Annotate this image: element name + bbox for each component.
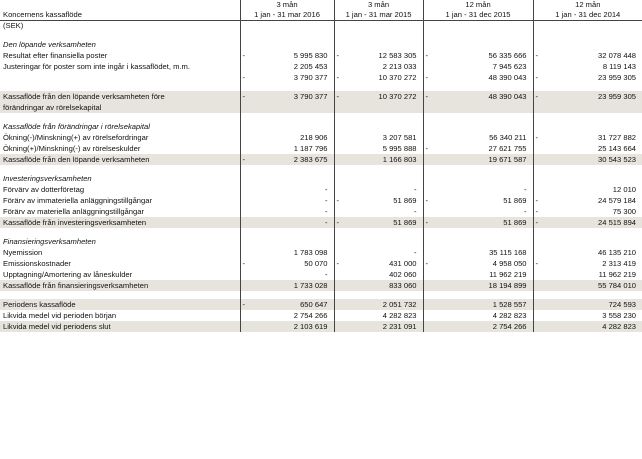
row-label: Emissionskostnader bbox=[3, 259, 71, 268]
subtotal-row bbox=[0, 217, 642, 228]
row-label bbox=[0, 72, 240, 83]
sign-cell bbox=[240, 217, 248, 228]
value-cell: 30 543 523 bbox=[541, 154, 642, 165]
sign-cell bbox=[334, 206, 342, 217]
subtotal-row bbox=[0, 321, 642, 332]
row-label: Förvärv av dotterföretag bbox=[3, 185, 85, 194]
value-cell: 27 621 755 bbox=[488, 144, 527, 153]
value-cell bbox=[541, 102, 642, 113]
sign-cell bbox=[533, 269, 541, 280]
table-row bbox=[0, 195, 642, 206]
sign-cell bbox=[240, 195, 248, 206]
value-cell: 48 390 043 bbox=[488, 73, 527, 82]
value-cell: 1 733 028 bbox=[248, 280, 334, 291]
value-cell: 2 313 419 bbox=[602, 259, 637, 268]
sign-cell bbox=[423, 154, 431, 165]
sign-cell bbox=[334, 280, 342, 291]
header-row-range bbox=[0, 10, 642, 21]
sign-cell bbox=[423, 206, 431, 217]
table-row bbox=[0, 132, 642, 143]
spacer-row bbox=[0, 228, 642, 236]
sign-cell: - bbox=[423, 143, 431, 154]
row-label: Förärv av materiella anläggningstillgångar bbox=[3, 207, 144, 216]
spacer-row bbox=[0, 83, 642, 91]
value-cell: 31 727 882 bbox=[598, 133, 637, 142]
col-4-range: 1 jan - 31 dec 2014 bbox=[533, 10, 642, 21]
value-cell: - bbox=[324, 270, 328, 279]
sign-cell bbox=[533, 143, 541, 154]
sign-cell bbox=[240, 61, 248, 72]
section-heading-row bbox=[0, 121, 642, 132]
section-heading-row bbox=[0, 173, 642, 184]
col-2-period: 3 mån bbox=[334, 0, 423, 10]
value-cell: 2 383 675 bbox=[248, 154, 334, 165]
sign-cell: - bbox=[334, 195, 342, 206]
value-cell: - bbox=[524, 207, 527, 216]
subtotal-row bbox=[0, 91, 642, 102]
table-row bbox=[0, 206, 642, 217]
sign-cell: - bbox=[423, 258, 431, 269]
value-cell: 51 869 bbox=[431, 217, 533, 228]
subtotal-row bbox=[0, 154, 642, 165]
sign-cell bbox=[334, 269, 342, 280]
sign-cell bbox=[334, 102, 342, 113]
sign-cell: - bbox=[533, 91, 541, 102]
page-title: Koncernens kassaflöde bbox=[0, 10, 240, 21]
col-3-range: 1 jan - 31 dec 2015 bbox=[423, 10, 533, 21]
sign-cell bbox=[334, 61, 342, 72]
sign-cell bbox=[533, 321, 541, 332]
sign-cell bbox=[240, 143, 248, 154]
row-label: Kassaflöde från den löpande verksamheten bbox=[0, 154, 240, 165]
value-cell: 218 906 bbox=[300, 133, 328, 142]
sign-cell: - bbox=[334, 50, 342, 61]
value-cell: - bbox=[524, 185, 527, 194]
sign-cell: - bbox=[334, 258, 342, 269]
sign-cell: - bbox=[334, 91, 342, 102]
header-row-period bbox=[0, 0, 642, 10]
value-cell: 24 579 184 bbox=[598, 196, 637, 205]
sign-cell bbox=[240, 310, 248, 321]
sign-cell: - bbox=[334, 72, 342, 83]
row-label: Resultat efter finansiella poster bbox=[3, 51, 108, 60]
table-row bbox=[0, 184, 642, 195]
row-label: Förärv av immateriella anläggningstillgångar bbox=[3, 196, 152, 205]
table-row bbox=[0, 143, 642, 154]
value-cell: 3 558 230 bbox=[602, 311, 637, 320]
table-row bbox=[0, 247, 642, 258]
table-row bbox=[0, 258, 642, 269]
section-heading-row bbox=[0, 39, 642, 50]
value-cell: 56 340 211 bbox=[489, 133, 527, 142]
row-label: Kassaflöde från finansieringsverksamheten bbox=[0, 280, 240, 291]
sign-cell bbox=[533, 310, 541, 321]
sign-cell bbox=[533, 184, 541, 195]
sign-cell bbox=[423, 310, 431, 321]
section-heading: Finansieringsverksamheten bbox=[3, 237, 96, 246]
value-cell: 10 370 272 bbox=[342, 91, 423, 102]
sign-cell: - bbox=[533, 132, 541, 143]
sign-cell: - bbox=[533, 72, 541, 83]
sign-cell bbox=[240, 206, 248, 217]
sign-cell: - bbox=[334, 217, 342, 228]
row-label: Kassaflöde från den löpande verksamheten före bbox=[0, 91, 240, 102]
sign-cell bbox=[423, 102, 431, 113]
value-cell: 2 051 732 bbox=[342, 299, 423, 310]
sign-cell bbox=[334, 247, 342, 258]
value-cell: 55 784 010 bbox=[541, 280, 642, 291]
sign-cell: - bbox=[423, 217, 431, 228]
sign-cell bbox=[334, 299, 342, 310]
value-cell: - bbox=[414, 185, 417, 194]
value-cell: 10 370 272 bbox=[378, 73, 417, 82]
value-cell: 724 593 bbox=[541, 299, 642, 310]
subtotal-row bbox=[0, 299, 642, 310]
table-row bbox=[0, 310, 642, 321]
sign-cell bbox=[334, 132, 342, 143]
spacer-row bbox=[0, 113, 642, 121]
sign-cell bbox=[423, 280, 431, 291]
subtotal-row bbox=[0, 102, 642, 113]
row-label: Likvida medel vid perioden början bbox=[3, 311, 117, 320]
unit-row bbox=[0, 21, 642, 32]
sign-cell bbox=[533, 154, 541, 165]
sign-cell bbox=[334, 143, 342, 154]
value-cell: 11 962 219 bbox=[598, 270, 637, 279]
value-cell: 402 060 bbox=[389, 270, 417, 279]
section-heading-row bbox=[0, 236, 642, 247]
sign-cell: - bbox=[533, 50, 541, 61]
value-cell: 3 207 581 bbox=[382, 133, 417, 142]
row-label: Ökning(+)/Minskning(-) av rörelseskulder bbox=[3, 144, 141, 153]
section-heading: Kassaflöde från förändringar i rörelsekapital bbox=[3, 122, 150, 131]
sign-cell bbox=[334, 154, 342, 165]
sign-cell: - bbox=[423, 91, 431, 102]
value-cell: - bbox=[414, 207, 417, 216]
value-cell: 2 754 266 bbox=[293, 311, 328, 320]
sign-cell: - bbox=[423, 195, 431, 206]
sign-cell bbox=[533, 247, 541, 258]
value-cell: 2 231 091 bbox=[342, 321, 423, 332]
sign-cell: - bbox=[240, 299, 248, 310]
value-cell: 51 869 bbox=[503, 196, 527, 205]
sign-cell bbox=[423, 269, 431, 280]
value-cell: 4 282 823 bbox=[382, 311, 417, 320]
value-cell: 8 119 143 bbox=[602, 62, 637, 71]
value-cell: 3 790 377 bbox=[248, 91, 334, 102]
sign-cell bbox=[423, 61, 431, 72]
value-cell: 19 671 587 bbox=[431, 154, 533, 165]
sign-cell bbox=[423, 247, 431, 258]
sign-cell: - bbox=[240, 91, 248, 102]
value-cell: 56 335 666 bbox=[488, 51, 527, 60]
spacer-row bbox=[0, 291, 642, 299]
sign-cell bbox=[423, 299, 431, 310]
value-cell: - bbox=[324, 196, 328, 205]
col-1-range: 1 jan - 31 mar 2016 bbox=[240, 10, 334, 21]
sign-cell bbox=[533, 280, 541, 291]
row-label: Ökning(-)/Minskning(+) av rörelsefordringar bbox=[3, 133, 149, 142]
value-cell: 1 187 796 bbox=[293, 144, 328, 153]
section-heading: Investeringsverksamheten bbox=[3, 174, 92, 183]
sign-cell bbox=[240, 247, 248, 258]
value-cell: 1 528 557 bbox=[431, 299, 533, 310]
subtotal-row bbox=[0, 280, 642, 291]
row-label: Likvida medel vid periodens slut bbox=[0, 321, 240, 332]
sign-cell: - bbox=[533, 195, 541, 206]
value-cell: 51 869 bbox=[393, 196, 417, 205]
table-row bbox=[0, 61, 642, 72]
value-cell: - bbox=[324, 207, 328, 216]
value-cell: - bbox=[324, 185, 328, 194]
sign-cell: - bbox=[240, 72, 248, 83]
sign-cell bbox=[423, 132, 431, 143]
value-cell: 23 959 305 bbox=[541, 91, 642, 102]
value-cell: 3 790 377 bbox=[293, 73, 328, 82]
table-row bbox=[0, 72, 642, 83]
sign-cell bbox=[533, 299, 541, 310]
col-2-range: 1 jan - 31 mar 2015 bbox=[334, 10, 423, 21]
value-cell: 5 995 888 bbox=[382, 144, 417, 153]
value-cell: 12 010 bbox=[612, 185, 637, 194]
sign-cell bbox=[533, 61, 541, 72]
row-label: Nyemission bbox=[3, 248, 43, 257]
sign-cell: - bbox=[423, 50, 431, 61]
value-cell: 11 962 219 bbox=[489, 270, 527, 279]
value-cell: 2 205 453 bbox=[293, 62, 328, 71]
value-cell: 35 115 168 bbox=[489, 248, 527, 257]
unit-label: (SEK) bbox=[3, 21, 24, 30]
sign-cell: - bbox=[423, 72, 431, 83]
value-cell bbox=[431, 102, 533, 113]
value-cell: 23 959 305 bbox=[598, 73, 637, 82]
value-cell: 75 300 bbox=[612, 207, 637, 216]
sign-cell bbox=[334, 184, 342, 195]
sign-cell bbox=[240, 132, 248, 143]
sign-cell bbox=[334, 321, 342, 332]
sign-cell: - bbox=[533, 258, 541, 269]
sign-cell bbox=[334, 310, 342, 321]
value-cell: 4 282 823 bbox=[541, 321, 642, 332]
value-cell: 1 783 098 bbox=[293, 248, 328, 257]
value-cell bbox=[248, 102, 334, 113]
row-label: förändringar av rörelsekapital bbox=[0, 102, 240, 113]
row-label: Upptagning/Amortering av låneskulder bbox=[3, 270, 133, 279]
sign-cell: - bbox=[533, 206, 541, 217]
sign-cell: - bbox=[240, 154, 248, 165]
value-cell: 4 282 823 bbox=[492, 311, 527, 320]
value-cell bbox=[342, 102, 423, 113]
spacer-row bbox=[0, 165, 642, 173]
value-cell: - bbox=[414, 248, 417, 257]
table-row bbox=[0, 50, 642, 61]
sign-cell bbox=[240, 102, 248, 113]
sign-cell: - bbox=[533, 217, 541, 228]
value-cell: 833 060 bbox=[342, 280, 423, 291]
value-cell: 12 583 305 bbox=[378, 51, 417, 60]
sign-cell: - bbox=[240, 50, 248, 61]
value-cell: 5 995 830 bbox=[293, 51, 328, 60]
value-cell: - bbox=[248, 217, 334, 228]
row-label: Kassaflöde från investeringsverksamheten bbox=[0, 217, 240, 228]
sign-cell bbox=[240, 321, 248, 332]
value-cell: 48 390 043 bbox=[431, 91, 533, 102]
value-cell: 24 515 894 bbox=[541, 217, 642, 228]
value-cell: 51 869 bbox=[342, 217, 423, 228]
value-cell: 2 213 033 bbox=[382, 62, 417, 71]
row-label: Periodens kassaflöde bbox=[0, 299, 240, 310]
spacer-row bbox=[0, 31, 642, 39]
value-cell: 2 103 619 bbox=[248, 321, 334, 332]
value-cell: 431 000 bbox=[389, 259, 417, 268]
sign-cell: - bbox=[240, 258, 248, 269]
col-4-period: 12 mån bbox=[533, 0, 642, 10]
col-1-period: 3 mån bbox=[240, 0, 334, 10]
value-cell: 32 078 448 bbox=[598, 51, 637, 60]
sign-cell bbox=[423, 184, 431, 195]
value-cell: 7 945 623 bbox=[492, 62, 527, 71]
row-label: Justeringar för poster som inte ingår i kassaflödet, m.m. bbox=[3, 62, 190, 71]
sign-cell bbox=[240, 280, 248, 291]
col-3-period: 12 mån bbox=[423, 0, 533, 10]
sign-cell bbox=[240, 269, 248, 280]
value-cell: 46 135 210 bbox=[598, 248, 637, 257]
sign-cell bbox=[423, 321, 431, 332]
table-row bbox=[0, 269, 642, 280]
sign-cell bbox=[240, 184, 248, 195]
value-cell: 4 958 050 bbox=[492, 259, 527, 268]
value-cell: 650 647 bbox=[248, 299, 334, 310]
value-cell: 18 194 899 bbox=[431, 280, 533, 291]
value-cell: 25 143 664 bbox=[598, 144, 637, 153]
value-cell: 2 754 266 bbox=[431, 321, 533, 332]
section-heading: Den löpande verksamheten bbox=[3, 40, 96, 49]
sign-cell bbox=[533, 102, 541, 113]
value-cell: 50 070 bbox=[304, 259, 328, 268]
value-cell: 1 166 803 bbox=[342, 154, 423, 165]
